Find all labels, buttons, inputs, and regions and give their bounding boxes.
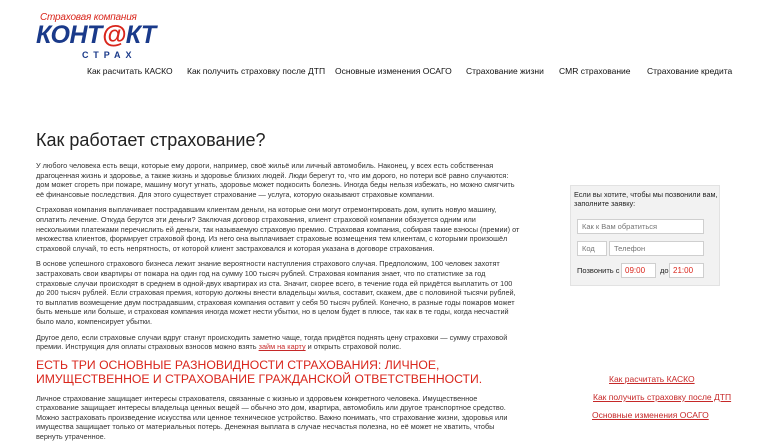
- logo-strah: СТРАХ: [82, 50, 137, 60]
- logo-at-sign: @: [101, 21, 126, 49]
- side-link-dtp[interactable]: Как получить страховку после ДТП: [593, 392, 732, 402]
- call-from-label: Позвонить с: [577, 266, 620, 275]
- paragraph-intro: У любого человека есть вещи, которые ему дороги, например, своё жильё или личный автомобиль. Наконец, у всех есть собственная драгоценная жизнь и здоровье, а также жизнь и здоровье близких людей. Люди берегут то, что им дорого, но потери всё равно случаются: дом может сгореть при пожаре, машину могут угнать, здоровье может подкосить болезнь. Иногда беды нельзя избежать, но можно смягчить её финансовые последствия. Для этого существует страхование — услуга, которую оказывают страховые компании.: [36, 161, 515, 199]
- side-link-kasko[interactable]: Как расчитать КАСКО: [609, 374, 695, 384]
- main-content: [36, 130, 520, 448]
- callback-form: [570, 185, 720, 286]
- paragraph-premium-text-2: и открыть страховой полис.: [305, 342, 402, 352]
- call-to-time[interactable]: 21:00: [669, 263, 704, 278]
- section-heading-types: ЕСТЬ ТРИ ОСНОВНЫЕ РАЗНОВИДНОСТИ СТРАХОВАНИЯ: ЛИЧНОЕ, ИМУЩЕСТВЕННОЕ И СТРАХОВАНИЕ ГРАЖДАНСКОЙ ОТВЕТСТВЕННОСТИ.: [36, 357, 483, 386]
- main-nav: [0, 62, 777, 84]
- paragraph-personal-insurance: Личное страхование защищает интересы страхователя, связанные с жизнью и здоровьем конкретного человека. Имущественное страхование защищает интересы владельца ценных вещей — обычно это дом, квартира, автомобиль или другое транспортное средство. Можно застраховать произведение искусства или ценное техническое устройство. Важно понимать, что страхование жизни, здоровья или имущества защищает только от материальных потерь. Денежная выплата в случае несчастья полезна, но её может не хватить, чтобы вернуть утраченное.: [36, 393, 508, 442]
- logo-wordmark-part1: КОНТ: [36, 21, 102, 49]
- paragraph-premium-text-1: Другое дело, если страховые случаи вдруг станут происходить заметно чаще, тогда придётся поднять цену страховки — сумму страховой премии. Инструкция для оплаты страховых взносов можно взять: [36, 332, 508, 352]
- nav-item-cmr[interactable]: CMR страхование: [559, 66, 631, 76]
- logo[interactable]: [36, 12, 186, 62]
- call-from-time[interactable]: 09:00: [621, 263, 656, 278]
- paragraph-payments: Страховая компания выплачивает пострадавшим клиентам деньги, на которые они могут отремонтировать дом, купить новую машину, оплатить лечение. Откуда берутся эти деньги? Заключая договор страхования, клиент страховой компании обязуется одним или несколькими платежами перечислить ей деньги, так называемую страховую премию. Страховая компания, собирая такие взносы (премии) от множества клиентов, формирует страховой фонд. Из него она выплачивает страховые возмещения тем клиентам, с которыми произошёл страховой случай, то есть непрятность, от которой клиент застраховался и которая указана в договоре страхования.: [36, 205, 520, 253]
- nav-item-credit[interactable]: Страхование кредита: [647, 66, 733, 76]
- call-to-label: до: [660, 266, 669, 275]
- nav-item-life[interactable]: Страхование жизни: [466, 66, 544, 76]
- loan-card-link[interactable]: займ на карту: [258, 342, 306, 352]
- site-header: [0, 0, 777, 112]
- logo-wordmark-part2: КТ: [125, 21, 156, 49]
- phone-input[interactable]: [609, 241, 704, 256]
- nav-item-osago[interactable]: Основные изменения ОСАГО: [335, 66, 452, 76]
- page-title: Как работает страхование?: [36, 130, 266, 150]
- logo-subtitle: Страховая компания: [40, 12, 137, 23]
- logo-wordmark: [36, 21, 156, 50]
- code-input[interactable]: [577, 241, 607, 256]
- nav-item-kasko[interactable]: Как расчитать КАСКО: [87, 66, 173, 76]
- name-input[interactable]: [577, 219, 704, 234]
- paragraph-premium: [36, 333, 520, 352]
- nav-item-dtp[interactable]: Как получить страховку после ДТП: [187, 66, 326, 76]
- paragraph-probability: В основе успешного страхового бизнеса лежит знание вероятности наступления страхового случая. Предположим, 100 человек захотят застраховать свои квартиры от пожара на один год на сумму 100 тысяч рублей. Страховая компания знает, что по статистике за год страховые случаи происходят в среднем в одной-двух квартирах из ста. Значит, скорее всего, в течение года ей придётся выплатить от 100 до 200 тысяч рублей. Если страховая премия, которую должны внести владельцы жилья, составит, скажем, две с половиной тысячи рублей, то выплатив возмещение двум пострадавшим, страховая компания оставит у себя 50 тысяч рублей. Конечно, в разные годы пожаров может быть меньше или больше, и страховая компания иногда может нести убытки, но в целом будет в плюсе, так как в те годы, когда несчастий было мало, компенсирует убытки.: [36, 259, 516, 326]
- side-link-osago[interactable]: Основные изменения ОСАГО: [592, 410, 709, 420]
- callback-form-title: Если вы хотите, чтобы мы позвонили вам, заполните заявку:: [574, 190, 718, 208]
